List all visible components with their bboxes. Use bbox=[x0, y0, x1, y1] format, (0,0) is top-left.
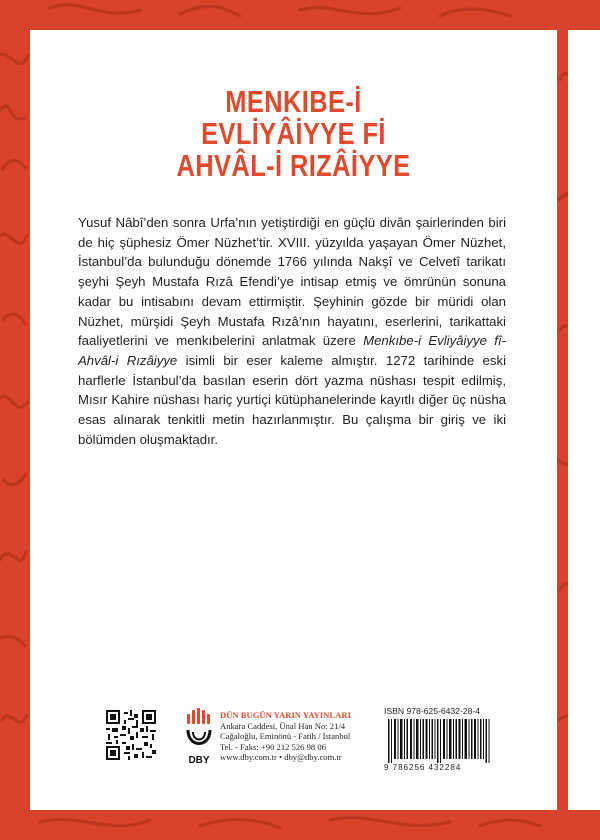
publisher-address-1: Ankara Caddesi, Ünal Han No: 21/4 bbox=[220, 720, 346, 731]
book-title bbox=[77, 86, 509, 182]
logo-text: DBY bbox=[188, 755, 210, 766]
book-description bbox=[78, 213, 506, 449]
barcode-icon bbox=[380, 719, 508, 763]
back-cover-panel bbox=[30, 30, 557, 810]
description-part-1: Yusuf Nâbî’den sonra Urfa’nın yetiştirdiği en güçlü divân şairlerinden biri de hiç şüphesiz Ömer Nüzhet’tir. XVIII. yüzyılda yaşayan Ömer Nüzhet, İstanbul’da bulunduğu dönemde 1766 yılında Nakşî ve Celvetî tarikatı şeyhi Şeyh Mustafa Rızâ Efendi’ye intisap etmiş ve ömrünün sonuna kadar bu intisabını devam ettirmiştir. Şeyhinin gözde bir müridi olan Nüzhet, mürşidi Şeyh Mustafa Rızâ’nın hayatını, eserlerini, tarikattaki faaliyetlerini ve menkıbelerini anlatmak üzere bbox=[78, 215, 506, 349]
isbn-label: ISBN 978-625-6432-28-4 bbox=[384, 706, 481, 716]
title-line-2: EVLİYÂİYYE Fİ bbox=[201, 116, 386, 151]
description-part-2: isimli bir eser kaleme almıştır. 1272 tarihinde eski harflerle İstanbul’da basılan eserin dört yazma nüshası tespit edilmiş, Mısır Kahire nüshası hariç yurtiçi kütüphanelerinde kayıtlı diğer üç nüsha esas alınarak tenkitli metin hazırlanmıştır. Bu çalışma bir giriş ve iki bölümden oluşmaktadır. bbox=[78, 352, 506, 447]
publisher-info bbox=[220, 710, 370, 763]
title-line-1: MENKIBE-İ bbox=[225, 84, 362, 119]
publisher-web: www.dby.com.tr • dby@dby.com.tr bbox=[220, 752, 342, 763]
publisher-address-2: Cağaloğlu, Eminönü - Fatih / İstanbul bbox=[220, 731, 351, 742]
isbn-digits: 9 786256 432284 bbox=[384, 763, 462, 772]
title-line-3: AHVÂL-İ RIZÂİYYE bbox=[176, 148, 411, 183]
publisher-name: DÜN BUGÜN YARIN YAYINLARI bbox=[220, 710, 351, 720]
qr-code bbox=[106, 710, 156, 760]
isbn-barcode bbox=[380, 706, 508, 774]
description-italic-title: Menkıbe-i Evliyâiyye fî-Ahvâl-i Rızâiyye bbox=[78, 333, 507, 368]
spine-edge-panel bbox=[568, 30, 600, 810]
publisher-phone: Tel. - Faks: +90 212 526 98 06 bbox=[220, 741, 326, 752]
